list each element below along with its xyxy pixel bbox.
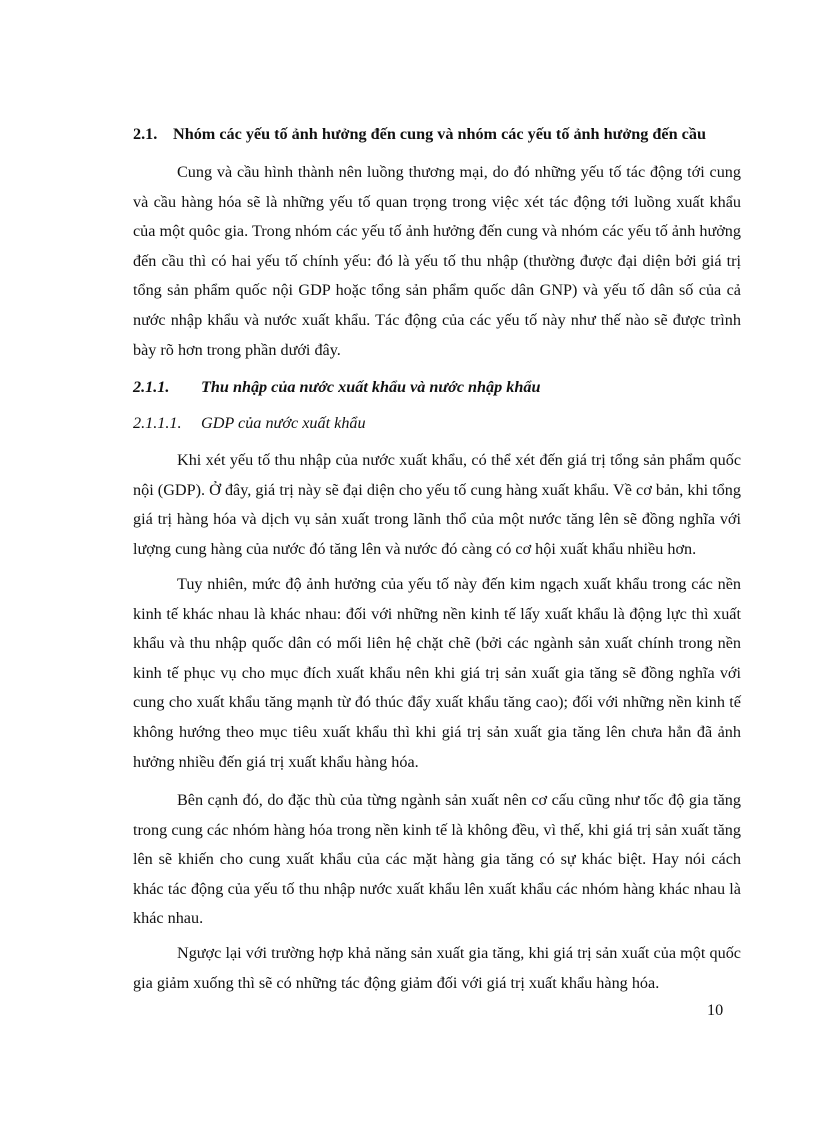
subsection-heading <box>133 377 540 397</box>
subsubsection-number: 2.1.1.1. <box>133 414 182 432</box>
body-paragraph-4: Ngược lại với trường hợp khả năng sản xuất gia tăng, khi giá trị sản xuất của một quốc gia giảm xuống thì sẽ có những tác động giảm đối với giá trị xuất khẩu hàng hóa. <box>133 944 741 992</box>
section-number: 2.1. <box>133 125 158 143</box>
page-number: 10 <box>707 1001 724 1019</box>
section-intro-paragraph: Cung và cầu hình thành nên luồng thương mại, do đó những yếu tố tác động tới cung và cầu hàng hóa sẽ là những yếu tố quan trọng trong việc xét tác động tới luồng xuất khẩu của một quôc gia. Trong nhóm các yếu tố ảnh hưởng đến cung và nhóm các yếu tố ảnh hưởng đến cầu thì có hai yếu tố chính yếu: đó là yếu tố thu nhập (thường được đại diện bởi giá trị tổng sản phẩm quốc nội GDP hoặc tổng sản phẩm quốc dân GNP) và yếu tố dân số của cả nước nhập khẩu và nước xuất khẩu. Tác động của các yếu tố này như thế nào sẽ được trình bày rõ hơn trong phần dưới đây. <box>133 163 741 359</box>
subsubsection-title: GDP của nước xuất khẩu <box>201 414 366 432</box>
section-title: Nhóm các yếu tố ảnh hưởng đến cung và nhóm các yếu tố ảnh hưởng đến cầu <box>173 125 706 143</box>
subsection-title: Thu nhập của nước xuất khẩu và nước nhập khẩu <box>201 378 541 396</box>
body-paragraph-3: Bên cạnh đó, do đặc thù của từng ngành sản xuất nên cơ cấu cũng như tốc độ gia tăng trong cung các nhóm hàng hóa trong nền kinh tế là không đều, vì thế, khi giá trị sản xuất tăng lên sẽ khiến cho cung xuất khẩu của các mặt hàng gia tăng có sự khác biệt. Hay nói cách khác tác động của yếu tố thu nhập nước xuất khẩu lên xuất khẩu các nhóm hàng khác nhau là khác nhau. <box>133 791 741 928</box>
section-heading <box>133 124 753 144</box>
body-paragraph-2: Tuy nhiên, mức độ ảnh hưởng của yếu tố này đến kim ngạch xuất khẩu trong các nền kinh tế khác nhau là khác nhau: đối với những nền kinh tế lấy xuất khẩu là động lực thì xuất khẩu và thu nhập quốc dân có mối liên hệ chặt chẽ (bởi các ngành sản xuất chính trong nền kinh tế phục vụ cho mục đích xuất khẩu nên khi giá trị sản xuất gia tăng sẽ đồng nghĩa với cung cho xuất khẩu tăng mạnh từ đó thúc đẩy xuất khẩu tăng cao); đối với những nền kinh tế không hướng theo mục tiêu xuất khẩu thì khi giá trị sản xuất gia tăng lên chưa hẳn đã ảnh hưởng nhiều đến giá trị xuất khẩu hàng hóa. <box>133 575 741 771</box>
subsubsection-heading <box>133 413 366 433</box>
subsection-number: 2.1.1. <box>133 378 170 396</box>
body-paragraph-1: Khi xét yếu tố thu nhập của nước xuất khẩu, có thể xét đến giá trị tổng sản phẩm quốc nội (GDP). Ở đây, giá trị này sẽ đại diện cho yếu tố cung hàng xuất khẩu. Về cơ bản, khi tổng giá trị hàng hóa và dịch vụ sản xuất trong lãnh thổ của một nước tăng lên sẽ đồng nghĩa với lượng cung hàng của nước đó tăng lên và nước đó càng có cơ hội xuất khẩu nhiều hơn. <box>133 451 741 558</box>
